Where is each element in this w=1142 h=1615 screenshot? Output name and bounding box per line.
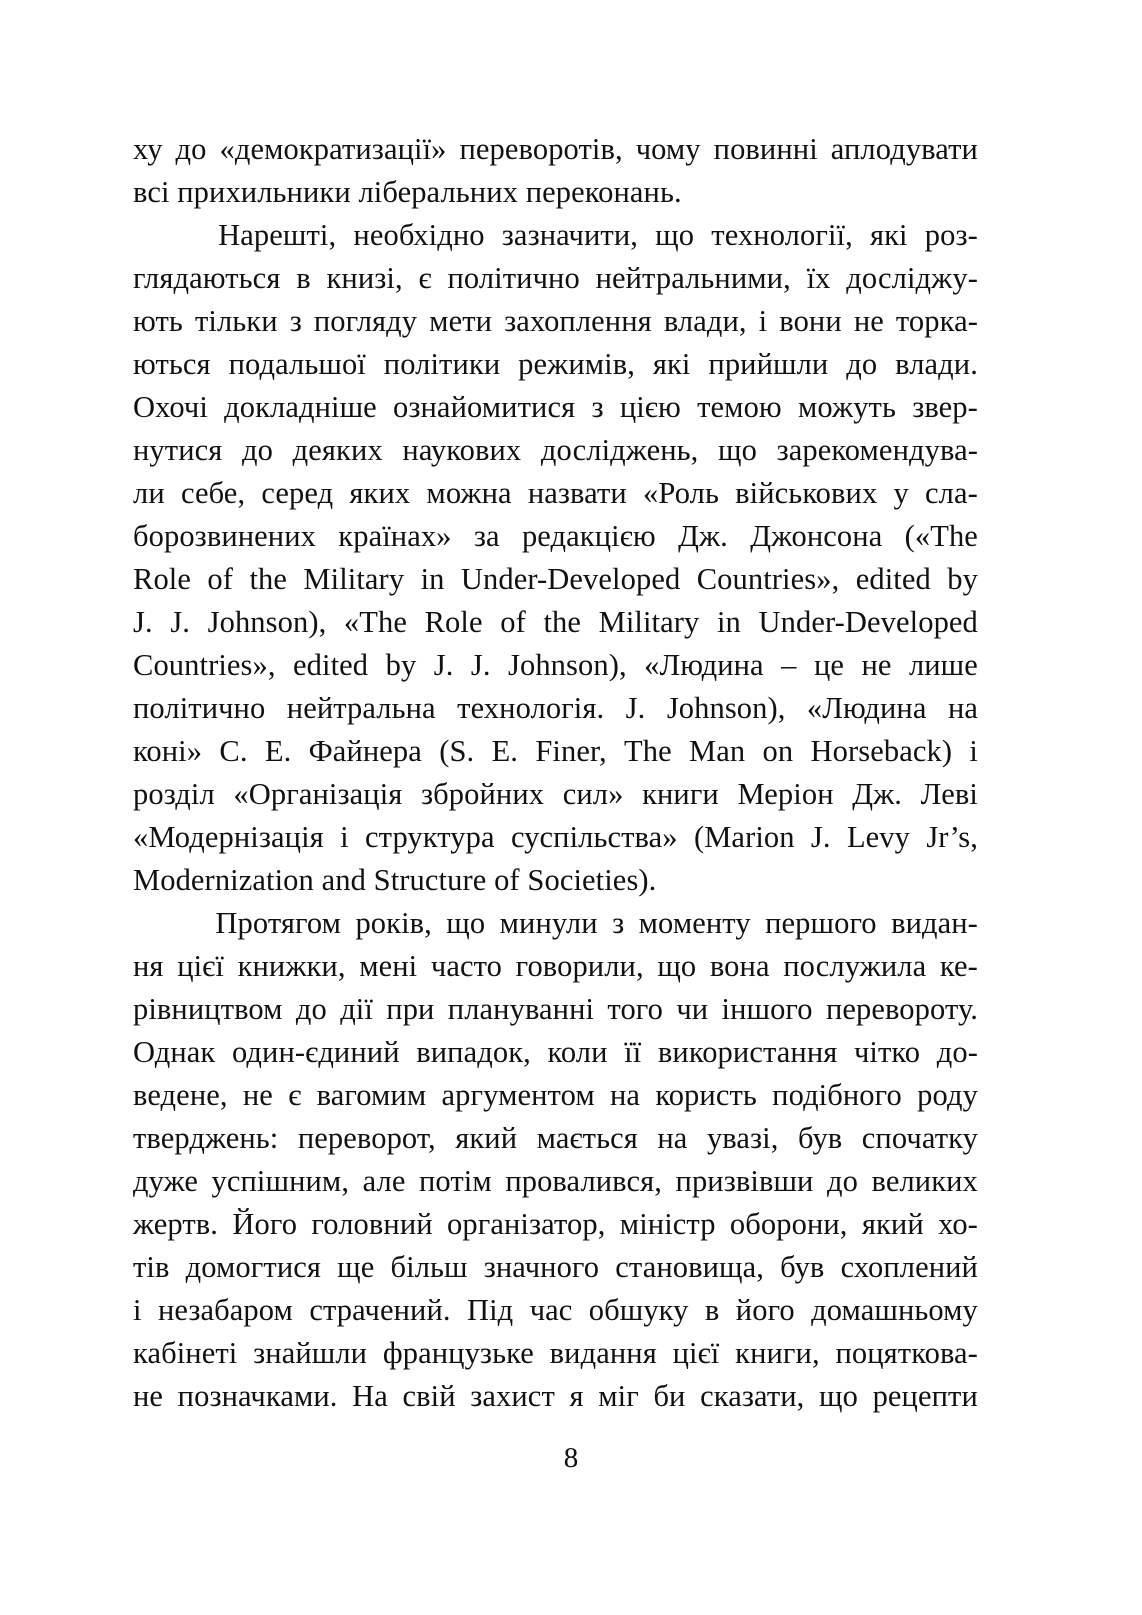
line-word: дуже — [133, 1164, 198, 1198]
page-number: 8 — [563, 1442, 579, 1474]
line-word: Under-Developed — [460, 562, 681, 596]
line-word: темою — [697, 390, 782, 424]
line-word: in — [716, 605, 741, 639]
line-word: в — [704, 1293, 720, 1327]
line-word: Е. — [264, 734, 292, 768]
line-word: аплодувати — [830, 132, 978, 166]
line-word: Дж. — [678, 519, 728, 553]
paragraph-indent — [133, 214, 201, 257]
line-word: великих — [871, 1164, 978, 1198]
line-word: з — [612, 906, 625, 940]
line-word: що — [657, 949, 697, 983]
line-word: рівництвом — [133, 992, 283, 1026]
text-line — [133, 945, 978, 988]
text-line — [133, 1332, 978, 1375]
line-word: («The — [904, 519, 978, 553]
line-word: прийшли — [708, 347, 829, 381]
line-word: до — [175, 132, 207, 166]
text-line — [133, 1160, 978, 1203]
line-word: Johnson), — [666, 691, 786, 725]
line-word: жертв. — [133, 1207, 219, 1241]
line-word: Finer, — [535, 734, 607, 768]
line-word: «демократизації» — [219, 132, 447, 166]
line-word: з — [289, 304, 302, 338]
line-word: Джонсона — [750, 519, 883, 553]
line-word: назвати — [527, 476, 627, 510]
line-word: один-єдиний — [231, 1035, 400, 1069]
line-word: незабаром — [157, 1293, 293, 1327]
line-word: деяких — [292, 433, 383, 467]
line-word: і — [758, 304, 768, 338]
line-word: не — [133, 1379, 164, 1413]
line-word: їх — [806, 261, 831, 295]
line-word: торка- — [895, 304, 978, 338]
line-word: ще — [337, 1250, 375, 1284]
line-word: На — [352, 1379, 388, 1413]
line-word: книжки, — [237, 949, 346, 983]
line-word: in — [420, 562, 445, 596]
line-word: і — [340, 820, 349, 854]
line-word: поцяткова- — [835, 1336, 978, 1370]
line-word: edited — [855, 562, 931, 596]
line-word: J. — [133, 605, 153, 639]
line-word: яких — [349, 476, 411, 510]
line-word: провалився, — [505, 1164, 662, 1198]
page-text-body — [133, 128, 978, 1418]
line-word: знайшли — [253, 1336, 368, 1370]
line-word: влади, — [663, 304, 747, 338]
paragraph-indent — [133, 902, 201, 945]
line-word: не — [853, 304, 884, 338]
line-word: і — [969, 734, 978, 768]
line-word: of — [207, 562, 234, 596]
line-word: The — [624, 734, 672, 768]
text-line — [133, 687, 978, 730]
line-word: до — [827, 1164, 858, 1198]
line-word: схоплений — [840, 1250, 978, 1284]
line-word: (S. — [439, 734, 475, 768]
line-word: домашньому — [811, 1293, 978, 1327]
line-word: роз- — [924, 218, 978, 252]
line-word: за — [473, 519, 500, 553]
line-word: досліджу- — [846, 261, 978, 295]
line-word: обшуку — [588, 1293, 689, 1327]
text-line — [133, 472, 978, 515]
line-word: до — [846, 347, 878, 381]
line-word: головний — [311, 1207, 433, 1241]
line-word: коли — [547, 1035, 608, 1069]
line-word: захист — [470, 1379, 555, 1413]
line-word: Охочі — [133, 390, 208, 424]
line-word: мети — [429, 304, 493, 338]
line-word: моменту — [638, 906, 751, 940]
line-word: потім — [419, 1164, 492, 1198]
text-line — [133, 171, 978, 214]
line-word: вона — [709, 949, 770, 983]
line-word: кабінеті — [133, 1336, 238, 1370]
text-line — [133, 300, 978, 343]
line-word: але — [362, 1164, 406, 1198]
line-word: on — [762, 734, 794, 768]
line-word: борозвинених — [133, 519, 316, 553]
line-word: Леві — [920, 777, 978, 811]
text-line — [133, 1031, 978, 1074]
line-word: нейтральними, — [595, 261, 791, 295]
line-word: рецепти — [872, 1379, 978, 1413]
line-word: чітко — [853, 1035, 921, 1069]
line-word: міг — [598, 1379, 639, 1413]
line-word: організатор, — [447, 1207, 606, 1241]
line-word: зазначити, — [501, 218, 638, 252]
line-word: сла- — [925, 476, 978, 510]
line-word: режимів, — [518, 347, 635, 381]
line-word: не — [861, 648, 892, 682]
line-word: (Marion — [693, 820, 795, 854]
line-word: технологія. — [457, 691, 605, 725]
line-word: минули — [499, 906, 598, 940]
text-line — [133, 1246, 978, 1289]
line-word: це — [813, 648, 844, 682]
line-word: Протягом — [215, 906, 342, 940]
line-word: нейтральна — [286, 691, 436, 725]
line-word: видання — [549, 1336, 657, 1370]
line-word: подальшої — [228, 347, 366, 381]
line-word: я — [569, 1379, 584, 1413]
line-word: можуть — [798, 390, 896, 424]
line-word: в — [296, 261, 311, 295]
line-word: мені — [359, 949, 418, 983]
line-word: Military — [303, 562, 405, 596]
text-line — [133, 1117, 978, 1160]
line-word: першого — [765, 906, 877, 940]
line-word: E. — [491, 734, 519, 768]
line-word: подібного — [772, 1078, 902, 1112]
paragraph-3 — [133, 902, 978, 1418]
line-word: ху — [133, 132, 163, 166]
line-word: тверджень: — [133, 1121, 279, 1155]
line-word: Меріон — [737, 777, 834, 811]
line-word: говорили, — [515, 949, 644, 983]
text-line — [133, 644, 978, 687]
text-line — [133, 816, 978, 859]
line-word: J. — [470, 648, 491, 682]
line-word: Man — [689, 734, 746, 768]
line-word: Однак — [133, 1035, 216, 1069]
line-word: докладніше — [224, 390, 377, 424]
line-word: на — [657, 1121, 688, 1155]
line-word: військових — [735, 476, 878, 510]
line-word: редакцією — [521, 519, 656, 553]
line-word: Under-Developed — [758, 605, 978, 639]
line-word: був — [797, 1121, 843, 1155]
line-word: плануванні — [447, 992, 595, 1026]
line-word: був — [780, 1250, 825, 1284]
line-word: розділ — [133, 777, 215, 811]
line-word: позначками. — [177, 1379, 338, 1413]
line-word: нутися — [133, 433, 223, 467]
line-word: чи — [676, 992, 709, 1026]
line-word: домогтися — [185, 1250, 322, 1284]
paragraph-1 — [133, 128, 978, 214]
line-word: by — [947, 562, 978, 596]
text-line — [133, 1375, 978, 1418]
line-word: політики — [383, 347, 501, 381]
line-word: послужила — [783, 949, 927, 983]
line-word: є — [418, 261, 432, 295]
line-word: у — [893, 476, 909, 510]
line-word: мається — [536, 1121, 638, 1155]
line-word: значного — [483, 1250, 600, 1284]
line-word: повинні — [713, 132, 818, 166]
text-line — [133, 601, 978, 644]
text-line — [133, 429, 978, 472]
line-word: переворотів, — [459, 132, 623, 166]
line-word: на — [947, 691, 978, 725]
line-word: наукових — [402, 433, 522, 467]
line-word: глядаються — [133, 261, 281, 295]
line-word: захоплення — [504, 304, 652, 338]
line-word: хо- — [938, 1207, 978, 1241]
line-word: лише — [908, 648, 978, 682]
line-word: суспільства» — [510, 820, 678, 854]
line-word: страчений. — [309, 1293, 451, 1327]
text-line — [133, 1203, 978, 1246]
line-word: який — [455, 1121, 518, 1155]
line-word: edited — [293, 648, 369, 682]
line-word: of — [500, 605, 526, 639]
line-word: коні» — [133, 734, 203, 768]
line-word: – — [781, 648, 797, 682]
line-word: що — [655, 218, 695, 252]
text-line — [133, 515, 978, 558]
line-word: Johnson), — [207, 605, 327, 639]
line-word: «Роль — [643, 476, 719, 510]
line-word: зарекомендува- — [776, 433, 978, 467]
line-word: років, — [355, 906, 432, 940]
line-word: спочатку — [861, 1121, 978, 1155]
line-word: увазі, — [706, 1121, 779, 1155]
line-word: книги, — [735, 1336, 820, 1370]
line-word: J. — [810, 820, 831, 854]
line-word: «Людина — [806, 691, 927, 725]
line-word: збройних — [421, 777, 545, 811]
line-word: оборони, — [729, 1207, 848, 1241]
line-word: технології, — [711, 218, 853, 252]
text-line — [133, 902, 978, 945]
text-line — [133, 988, 978, 1031]
line-word: влади. — [895, 347, 978, 381]
line-word: політично — [133, 691, 266, 725]
line-word: необхідно — [353, 218, 485, 252]
line-word: видан- — [891, 906, 978, 940]
line-word: Role — [424, 605, 483, 639]
line-word: на — [610, 1078, 641, 1112]
line-word: до — [295, 992, 327, 1026]
line-word: книзі, — [326, 261, 403, 295]
line-word: Під — [466, 1293, 514, 1327]
line-text: Modernization and Structure of Societies). — [133, 863, 657, 897]
line-word: «Людина — [644, 648, 764, 682]
line-word: аргументом — [441, 1078, 595, 1112]
line-word: до- — [936, 1035, 978, 1069]
line-word: звер- — [912, 390, 978, 424]
line-word: Levy — [846, 820, 911, 854]
line-word: переворот, — [297, 1121, 436, 1155]
line-word: міністр — [619, 1207, 716, 1241]
line-word: його — [735, 1293, 795, 1327]
line-word: Role — [133, 562, 192, 596]
line-word: тів — [133, 1250, 170, 1284]
line-word: вагомим — [316, 1078, 427, 1112]
line-word: при — [386, 992, 435, 1026]
line-word: які — [870, 218, 908, 252]
text-line — [133, 773, 978, 816]
text-line — [133, 859, 978, 902]
line-word: більш — [390, 1250, 468, 1284]
line-word: її — [624, 1035, 642, 1069]
line-word: би — [653, 1379, 686, 1413]
line-word: що — [446, 906, 486, 940]
line-word: себе, — [180, 476, 246, 510]
line-word: вони — [779, 304, 842, 338]
line-word: і — [133, 1293, 142, 1327]
line-word: який — [861, 1207, 924, 1241]
line-word: з — [591, 390, 604, 424]
line-word: перевороту. — [825, 992, 978, 1026]
line-word: досліджень, — [540, 433, 699, 467]
line-word: є — [288, 1078, 302, 1112]
line-word: ли — [133, 476, 165, 510]
line-word: the — [543, 605, 581, 639]
line-word: ведене, — [133, 1078, 228, 1112]
text-line — [133, 386, 978, 429]
line-word: час — [529, 1293, 573, 1327]
line-word: структура — [365, 820, 495, 854]
line-word: роду — [917, 1078, 978, 1112]
line-word: Countries», — [133, 648, 276, 682]
text-line — [133, 257, 978, 300]
line-word: Military — [598, 605, 700, 639]
line-word: користь — [655, 1078, 757, 1112]
line-word: використання — [657, 1035, 838, 1069]
line-word: ня — [133, 949, 164, 983]
line-word: можна — [426, 476, 512, 510]
line-word: сказати, — [700, 1379, 805, 1413]
line-word: тільки — [194, 304, 278, 338]
line-word: Нарешті, — [218, 218, 337, 252]
line-word: J. — [433, 648, 454, 682]
line-word: які — [652, 347, 691, 381]
text-line — [133, 1289, 978, 1332]
line-word: Файнера — [308, 734, 422, 768]
line-word: часто — [430, 949, 502, 983]
line-word: J. — [625, 691, 646, 725]
line-word: випадок, — [416, 1035, 531, 1069]
line-word: становища, — [615, 1250, 764, 1284]
line-word: призвівши — [675, 1164, 814, 1198]
line-word: Countries», — [696, 562, 840, 596]
line-word: ке- — [939, 949, 978, 983]
line-word: що — [819, 1379, 858, 1413]
line-word: цією — [619, 390, 681, 424]
text-line — [133, 214, 978, 257]
line-word: ються — [133, 347, 211, 381]
line-word: серед — [261, 476, 334, 510]
paragraph-2 — [133, 214, 978, 902]
text-line — [133, 730, 978, 773]
line-word: ознайомитися — [393, 390, 576, 424]
line-word: Horseback) — [810, 734, 953, 768]
text-line — [133, 558, 978, 601]
line-word: іншого — [721, 992, 813, 1026]
line-word: Його — [232, 1207, 298, 1241]
line-word: цієї — [672, 1336, 720, 1370]
line-word: by — [385, 648, 417, 682]
line-word: the — [249, 562, 287, 596]
line-word: «The — [343, 605, 407, 639]
line-word: С. — [219, 734, 248, 768]
line-word: погляду — [313, 304, 418, 338]
text-line — [133, 1074, 978, 1117]
line-word: свій — [402, 1379, 456, 1413]
line-word: цієї — [177, 949, 224, 983]
line-word: французьке — [382, 1336, 534, 1370]
line-word: «Організація — [233, 777, 403, 811]
line-word: сил» — [562, 777, 624, 811]
line-word: Johnson), — [508, 648, 627, 682]
line-word: успішним, — [211, 1164, 350, 1198]
text-line — [133, 128, 978, 171]
line-word: дії — [340, 992, 373, 1026]
text-line — [133, 343, 978, 386]
line-word: не — [242, 1078, 273, 1112]
line-word: чому — [635, 132, 701, 166]
line-text: всі прихильники ліберальних переконань. — [133, 175, 682, 209]
line-word: Jr’s, — [926, 820, 978, 854]
line-word: книги — [642, 777, 719, 811]
line-word: країнах» — [338, 519, 452, 553]
line-word: що — [718, 433, 757, 467]
line-word: політично — [447, 261, 580, 295]
line-word: Дж. — [852, 777, 903, 811]
line-word: того — [607, 992, 663, 1026]
line-word: ють — [133, 304, 183, 338]
line-word: «Модернізація — [133, 820, 324, 854]
line-word: J. — [170, 605, 191, 639]
line-word: до — [242, 433, 274, 467]
